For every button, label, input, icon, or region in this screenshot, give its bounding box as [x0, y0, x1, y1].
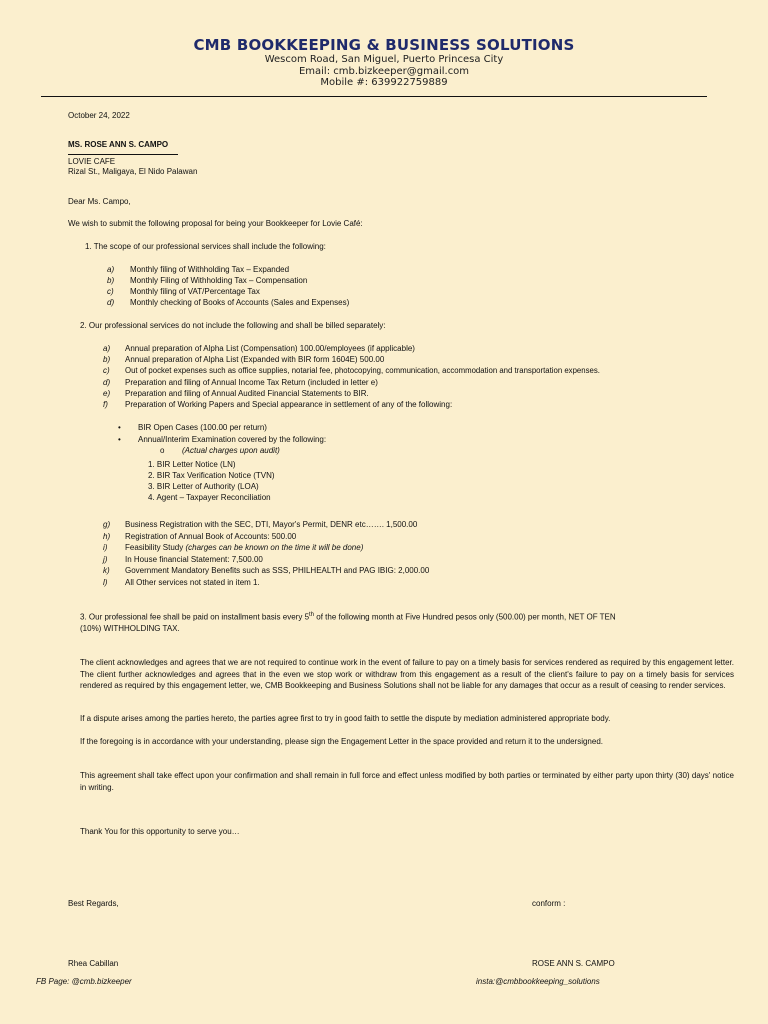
list-label: l): [103, 578, 108, 587]
list-item: Monthly filing of VAT/Percentage Tax: [130, 287, 260, 296]
list-label: a): [107, 265, 115, 274]
list-item: Registration of Annual Book of Accounts: 500.00: [125, 532, 297, 541]
item-note: (charges can be known on the time it will be done): [185, 543, 364, 552]
list-item: Government Mandatory Benefits such as SSS, PHILHEALTH and PAG IBIG: 2,000.00: [125, 566, 430, 575]
list-label: i): [103, 543, 108, 552]
client-signer-name: ROSE ANN S. CAMPO: [532, 959, 615, 968]
list-label: h): [103, 532, 111, 541]
list-item: Monthly filing of Withholding Tax – Expanded: [130, 265, 290, 274]
item-text: Feasibility Study: [125, 543, 184, 552]
bullet-icon: •: [118, 423, 121, 432]
list-item: Annual/Interim Examination covered by the following:: [138, 435, 327, 444]
section2-heading: 2. Our professional services do not include the following and shall be billed separately:: [80, 321, 386, 330]
paragraph-agreement-terms: This agreement shall take effect upon your confirmation and shall remain in full force and effect unless modified by both parties or terminated by either party upon thirty (30) days' notice in writing.: [80, 771, 734, 792]
list-label: b): [103, 355, 111, 364]
header-divider: [41, 96, 707, 97]
company-name: CMB BOOKKEEPING & BUSINESS SOLUTIONS: [193, 36, 575, 54]
signer-name: Rhea Cabillan: [68, 959, 119, 968]
section3-part1: 3. Our professional fee shall be paid on installment basis every 5: [80, 612, 310, 622]
list-item: Annual preparation of Alpha List (Compensation) 100.00/employees (if applicable): [125, 344, 415, 353]
list-item: 3. BIR Letter of Authority (LOA): [148, 482, 259, 491]
list-item: All Other services not stated in item 1.: [125, 578, 260, 587]
list-label: j): [103, 555, 108, 564]
company-address: Wescom Road, San Miguel, Puerto Princesa City: [264, 54, 504, 65]
intro-text: We wish to submit the following proposal for being your Bookkeeper for Lovie Café:: [68, 219, 363, 228]
footer-fb: FB Page: @cmb.bizkeeper: [36, 977, 132, 986]
list-item: Monthly checking of Books of Accounts (Sales and Expenses): [130, 298, 350, 307]
list-item: Business Registration with the SEC, DTI, Mayor's Permit, DENR etc……. 1,500.00: [125, 520, 418, 529]
list-item: Preparation and filing of Annual Audited Financial Statements to BIR.: [125, 389, 369, 398]
list-item: 1. BIR Letter Notice (LN): [148, 460, 236, 469]
list-label: e): [103, 389, 111, 398]
list-item: In House financial Statement: 7,500.00: [125, 555, 263, 564]
paragraph-dispute: If a dispute arises among the parties hereto, the parties agree first to try in good faith to settle the dispute by mediation administered appropriate body.: [80, 714, 611, 723]
conforme-label: conform :: [532, 899, 566, 908]
footer-insta: insta:@cmbbookkeeping_solutions: [476, 977, 600, 986]
list-label: a): [103, 344, 111, 353]
list-item: Annual preparation of Alpha List (Expanded with BIR form 1604E) 500.00: [125, 355, 385, 364]
list-label: b): [107, 276, 115, 285]
paragraph-thanks: Thank You for this opportunity to serve you…: [80, 827, 240, 836]
list-label: c): [107, 287, 114, 296]
list-item: Out of pocket expenses such as office supplies, notarial fee, photocopying, communication, accommodation and transportation expenses.: [125, 366, 600, 375]
list-label: f): [103, 400, 108, 409]
company-email: Email: cmb.bizkeeper@gmail.com: [298, 66, 470, 77]
list-item: BIR Open Cases (100.00 per return): [138, 423, 267, 432]
list-item: Monthly Filing of Withholding Tax – Compensation: [130, 276, 308, 285]
list-label: c): [103, 366, 110, 375]
list-item: 2. BIR Tax Verification Notice (TVN): [148, 471, 275, 480]
list-item: 4. Agent – Taxpayer Reconciliation: [148, 493, 271, 502]
best-regards: Best Regards,: [68, 899, 119, 908]
section3-line2: (10%) WITHHOLDING TAX.: [80, 624, 180, 633]
recipient-business: LOVIE CAFE: [68, 157, 116, 166]
list-item: Preparation of Working Papers and Special appearance in settlement of any of the following:: [125, 400, 453, 409]
recipient-underline: [68, 154, 178, 155]
company-mobile: Mobile #: 639922759889: [320, 77, 448, 88]
section3-sup: th: [309, 612, 315, 618]
circle-bullet-icon: o: [160, 446, 165, 455]
paragraph-acknowledgement: The client acknowledges and agrees that we are not required to continue work in the event of failure to pay on a timely basis for services rendered as required by this engagement letter. The client further acknowledges and agrees that in the even we stop work or withdraw from this engagement as a result of the client's failure to pay on a timely basis for services rendered as required by this engagement letter, we, CMB Bookkeeping and Business Solutions shall not be liable for any damages that occur as a result of ceasing to render services.: [80, 658, 734, 690]
list-item: [125, 543, 363, 552]
list-label: g): [103, 520, 111, 529]
recipient-name: MS. ROSE ANN S. CAMPO: [68, 140, 169, 149]
letter-date: October 24, 2022: [68, 111, 130, 120]
section3-text: [80, 612, 616, 622]
list-label: d): [107, 298, 115, 307]
salutation: Dear Ms. Campo,: [68, 197, 131, 206]
list-label: k): [103, 566, 110, 575]
recipient-address: Rizal St., Maligaya, El Nido Palawan: [68, 167, 198, 176]
section3-part2: of the following month at Five Hundred pesos only (500.00) per month, NET OF TEN: [314, 612, 616, 622]
bullet-icon: •: [118, 435, 121, 444]
section1-heading: 1. The scope of our professional services shall include the following:: [85, 242, 326, 251]
paragraph-signature-request: If the foregoing is in accordance with your understanding, please sign the Engagement Letter in the space provided and return it to the undersigned.: [80, 737, 604, 746]
list-label: d): [103, 378, 111, 387]
sub-note: (Actual charges upon audit): [182, 446, 280, 455]
list-item: Preparation and filing of Annual Income Tax Return (included in letter e): [125, 378, 378, 387]
